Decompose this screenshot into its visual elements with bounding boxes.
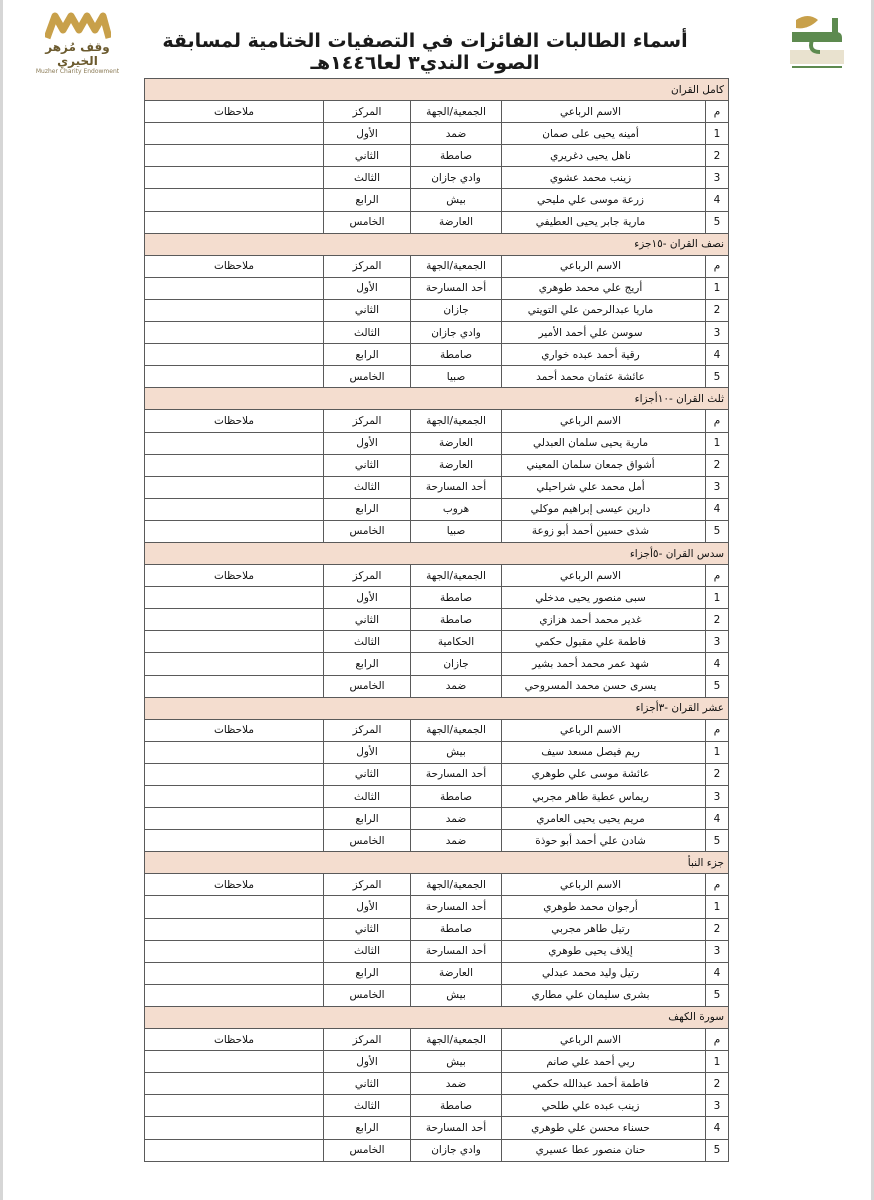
table-row [145,609,729,631]
table-row [145,167,729,189]
table-row [145,587,729,609]
table-row [145,476,729,498]
section-header-row [145,542,729,564]
rank: الثاني [324,918,411,940]
organization: الحكامية [411,631,502,653]
row-number: 2 [706,763,729,785]
student-name: أمل محمد علي شراحيلي [502,476,706,498]
row-number: 1 [706,432,729,454]
organization: صامطة [411,587,502,609]
col-header-number: م [706,565,729,587]
rank: الثاني [324,145,411,167]
table-row [145,366,729,388]
row-number: 4 [706,344,729,366]
notes [145,123,324,145]
table-row [145,653,729,675]
logo-emblem-icon [45,12,111,40]
notes [145,322,324,344]
rank: الرابع [324,653,411,675]
column-header-row [145,101,729,123]
table-row [145,454,729,476]
page-title: أسماء الطالبات الفائزات في التصفيات الختامية لمسابقة الصوت الندي٣ لعا١٤٤٦هـ [162,30,688,74]
student-name: مريم يحيى يحيى العامري [502,808,706,830]
student-name: مارية جابر يحيى العطيفي [502,211,706,233]
table-row [145,830,729,852]
col-header-notes: ملاحظات [145,1029,324,1051]
section-title: عشر القران -٣أجزاء [145,697,729,719]
notes [145,763,324,785]
col-header-rank: المركز [324,101,411,123]
table-row [145,189,729,211]
row-number: 3 [706,476,729,498]
rank: الرابع [324,808,411,830]
section-title: سورة الكهف [145,1006,729,1028]
rank: الخامس [324,1139,411,1161]
col-header-name: الاسم الرباعي [502,1029,706,1051]
student-name: عائشة موسى علي طوهري [502,763,706,785]
organization: أحد المسارحة [411,896,502,918]
student-name: رقية أحمد عبده خواري [502,344,706,366]
organization: هروب [411,498,502,520]
student-name: غدير محمد أحمد هزازي [502,609,706,631]
rank: الثالث [324,631,411,653]
col-header-rank: المركز [324,255,411,277]
row-number: 2 [706,1073,729,1095]
row-number: 2 [706,454,729,476]
student-name: فاطمة علي مقبول حكمي [502,631,706,653]
col-header-number: م [706,1029,729,1051]
rank: الأول [324,432,411,454]
table-row [145,896,729,918]
organization: أحد المسارحة [411,763,502,785]
table-row [145,918,729,940]
organization: صامطة [411,786,502,808]
student-name: زينب محمد عشوي [502,167,706,189]
notes [145,675,324,697]
rank: الأول [324,896,411,918]
col-header-number: م [706,410,729,432]
row-number: 3 [706,322,729,344]
col-header-notes: ملاحظات [145,719,324,741]
rank: الثاني [324,454,411,476]
col-header-number: م [706,719,729,741]
student-name: عائشة عثمان محمد أحمد [502,366,706,388]
rank: الأول [324,587,411,609]
organization: أحد المسارحة [411,940,502,962]
organization: بيش [411,984,502,1006]
col-header-org: الجمعية/الجهة [411,565,502,587]
column-header-row [145,565,729,587]
column-header-row [145,255,729,277]
notes [145,344,324,366]
col-header-org: الجمعية/الجهة [411,719,502,741]
notes [145,1095,324,1117]
organization: صامطة [411,344,502,366]
notes [145,189,324,211]
row-number: 3 [706,940,729,962]
section-title: كامل القران [145,79,729,101]
organization: العارضة [411,432,502,454]
student-name: ريماس عطية طاهر مجربي [502,786,706,808]
rank: الثاني [324,609,411,631]
col-header-notes: ملاحظات [145,874,324,896]
notes [145,1139,324,1161]
notes [145,808,324,830]
rank: الخامس [324,366,411,388]
association-emblem-icon [782,10,852,72]
table-row [145,1139,729,1161]
organization: ضمد [411,675,502,697]
section-header-row [145,79,729,101]
organization: وادي جازان [411,322,502,344]
rank: الرابع [324,189,411,211]
organization: صامطة [411,609,502,631]
table-row [145,675,729,697]
notes [145,432,324,454]
rank: الرابع [324,498,411,520]
col-header-rank: المركز [324,565,411,587]
table-row [145,763,729,785]
notes [145,984,324,1006]
student-name: أريج علي محمد طوهري [502,277,706,299]
table-row [145,432,729,454]
student-name: زينب عبده علي طلحي [502,1095,706,1117]
logo-english-text: Muzher Charity Endowment [35,68,120,75]
column-header-row [145,874,729,896]
student-name: ناهل يحيى دغريري [502,145,706,167]
row-number: 5 [706,520,729,542]
organization: ضمد [411,808,502,830]
rank: الثاني [324,1073,411,1095]
rank: الخامس [324,520,411,542]
rank: الثالث [324,322,411,344]
row-number: 3 [706,1095,729,1117]
student-name: ريم فيصل مسعد سيف [502,741,706,763]
notes [145,211,324,233]
section-header-row [145,388,729,410]
student-name: أرجوان محمد طوهري [502,896,706,918]
notes [145,366,324,388]
logo-arabic-text: وقف مُزهر الخيري [45,40,110,68]
table-row [145,1117,729,1139]
table-row [145,299,729,321]
row-number: 5 [706,675,729,697]
notes [145,741,324,763]
notes [145,145,324,167]
row-number: 1 [706,277,729,299]
organization: العارضة [411,454,502,476]
col-header-number: م [706,255,729,277]
col-header-notes: ملاحظات [145,565,324,587]
rank: الرابع [324,344,411,366]
column-header-row [145,1029,729,1051]
notes [145,631,324,653]
row-number: 2 [706,299,729,321]
table-row [145,1051,729,1073]
student-name: حنان منصور عطا عسيري [502,1139,706,1161]
table-row [145,211,729,233]
row-number: 1 [706,1051,729,1073]
col-header-name: الاسم الرباعي [502,719,706,741]
table-row [145,344,729,366]
notes [145,277,324,299]
col-header-rank: المركز [324,410,411,432]
col-header-name: الاسم الرباعي [502,255,706,277]
notes [145,962,324,984]
student-name: فاطمة أحمد عبدالله حكمي [502,1073,706,1095]
notes [145,1051,324,1073]
notes [145,918,324,940]
col-header-name: الاسم الرباعي [502,101,706,123]
table-row [145,498,729,520]
student-name: إيلاف يحيى طوهري [502,940,706,962]
winners-table [144,78,729,1162]
student-name: يسرى حسن محمد المسروحي [502,675,706,697]
col-header-rank: المركز [324,874,411,896]
row-number: 5 [706,211,729,233]
notes [145,896,324,918]
notes [145,498,324,520]
table-row [145,984,729,1006]
table-row [145,322,729,344]
notes [145,299,324,321]
rank: الأول [324,277,411,299]
student-name: شذى حسين أحمد أبو زوعة [502,520,706,542]
student-name: سوسن علي أحمد الأمير [502,322,706,344]
notes [145,476,324,498]
col-header-notes: ملاحظات [145,101,324,123]
col-header-name: الاسم الرباعي [502,565,706,587]
student-name: بشرى سليمان علي مطاري [502,984,706,1006]
association-logo [782,10,852,72]
notes [145,587,324,609]
table-row [145,1095,729,1117]
table-row [145,277,729,299]
section-header-row [145,697,729,719]
student-name: ماريا عبدالرحمن علي التويتي [502,299,706,321]
row-number: 1 [706,741,729,763]
student-name: مارية يحيى سلمان العبدلي [502,432,706,454]
muzher-endowment-logo [30,12,125,75]
notes [145,786,324,808]
rank: الثالث [324,940,411,962]
section-title: سدس القران -٥أجزاء [145,542,729,564]
table-row [145,631,729,653]
organization: صبيا [411,520,502,542]
column-header-row [145,719,729,741]
section-title: جزء النبأ [145,852,729,874]
table-row [145,741,729,763]
notes [145,454,324,476]
col-header-rank: المركز [324,719,411,741]
table-row [145,808,729,830]
row-number: 5 [706,984,729,1006]
student-name: شهد عمر محمد أحمد بشير [502,653,706,675]
student-name: ربي أحمد علي صانم [502,1051,706,1073]
student-name: شادن علي أحمد أبو حوذة [502,830,706,852]
col-header-number: م [706,874,729,896]
table-row [145,1073,729,1095]
rank: الثالث [324,786,411,808]
col-header-notes: ملاحظات [145,255,324,277]
col-header-name: الاسم الرباعي [502,874,706,896]
section-header-row [145,233,729,255]
row-number: 2 [706,918,729,940]
row-number: 5 [706,1139,729,1161]
rank: الخامس [324,211,411,233]
organization: أحد المسارحة [411,1117,502,1139]
organization: ضمد [411,123,502,145]
rank: الثالث [324,1095,411,1117]
column-header-row [145,410,729,432]
organization: العارضة [411,962,502,984]
student-name: زرعة موسى علي مليحي [502,189,706,211]
notes [145,830,324,852]
organization: ضمد [411,830,502,852]
rank: الثاني [324,299,411,321]
organization: صامطة [411,1095,502,1117]
student-name: حسناء محسن علي طوهري [502,1117,706,1139]
organization: بيش [411,1051,502,1073]
row-number: 4 [706,808,729,830]
section-title: ثلث القران -١٠أجزاء [145,388,729,410]
notes [145,940,324,962]
organization: جازان [411,653,502,675]
organization: وادي جازان [411,167,502,189]
organization: ضمد [411,1073,502,1095]
rank: الخامس [324,830,411,852]
notes [145,609,324,631]
col-header-org: الجمعية/الجهة [411,410,502,432]
notes [145,167,324,189]
col-header-name: الاسم الرباعي [502,410,706,432]
organization: جازان [411,299,502,321]
student-name: سبى منصور يحيى مدخلي [502,587,706,609]
section-header-row [145,1006,729,1028]
row-number: 1 [706,587,729,609]
rank: الأول [324,123,411,145]
col-header-notes: ملاحظات [145,410,324,432]
rank: الرابع [324,962,411,984]
organization: أحد المسارحة [411,277,502,299]
col-header-org: الجمعية/الجهة [411,101,502,123]
organization: العارضة [411,211,502,233]
section-title: نصف القران -١٥جزء [145,233,729,255]
row-number: 3 [706,167,729,189]
row-number: 4 [706,1117,729,1139]
student-name: أمينه يحيى على صمان [502,123,706,145]
section-header-row [145,852,729,874]
row-number: 1 [706,896,729,918]
organization: صامطة [411,145,502,167]
notes [145,653,324,675]
table-row [145,145,729,167]
row-number: 5 [706,830,729,852]
col-header-org: الجمعية/الجهة [411,874,502,896]
organization: صبيا [411,366,502,388]
row-number: 4 [706,962,729,984]
rank: الثالث [324,167,411,189]
row-number: 3 [706,631,729,653]
rank: الأول [324,1051,411,1073]
organization: صامطة [411,918,502,940]
row-number: 1 [706,123,729,145]
student-name: أشواق جمعان سلمان المعيني [502,454,706,476]
col-header-org: الجمعية/الجهة [411,255,502,277]
notes [145,520,324,542]
notes [145,1117,324,1139]
student-name: رتيل طاهر مجربي [502,918,706,940]
student-name: دارين عيسى إبراهيم موكلي [502,498,706,520]
table-row [145,786,729,808]
rank: الخامس [324,984,411,1006]
rank: الثالث [324,476,411,498]
organization: بيش [411,189,502,211]
table-row [145,520,729,542]
col-header-number: م [706,101,729,123]
row-number: 4 [706,653,729,675]
notes [145,1073,324,1095]
row-number: 4 [706,498,729,520]
row-number: 5 [706,366,729,388]
table-row [145,962,729,984]
col-header-org: الجمعية/الجهة [411,1029,502,1051]
row-number: 2 [706,609,729,631]
table-row [145,123,729,145]
row-number: 3 [706,786,729,808]
organization: وادي جازان [411,1139,502,1161]
organization: أحد المسارحة [411,476,502,498]
rank: الأول [324,741,411,763]
table-row [145,940,729,962]
student-name: رتيل وليد محمد عبدلي [502,962,706,984]
organization: بيش [411,741,502,763]
row-number: 2 [706,145,729,167]
rank: الرابع [324,1117,411,1139]
row-number: 4 [706,189,729,211]
rank: الخامس [324,675,411,697]
rank: الثاني [324,763,411,785]
col-header-rank: المركز [324,1029,411,1051]
